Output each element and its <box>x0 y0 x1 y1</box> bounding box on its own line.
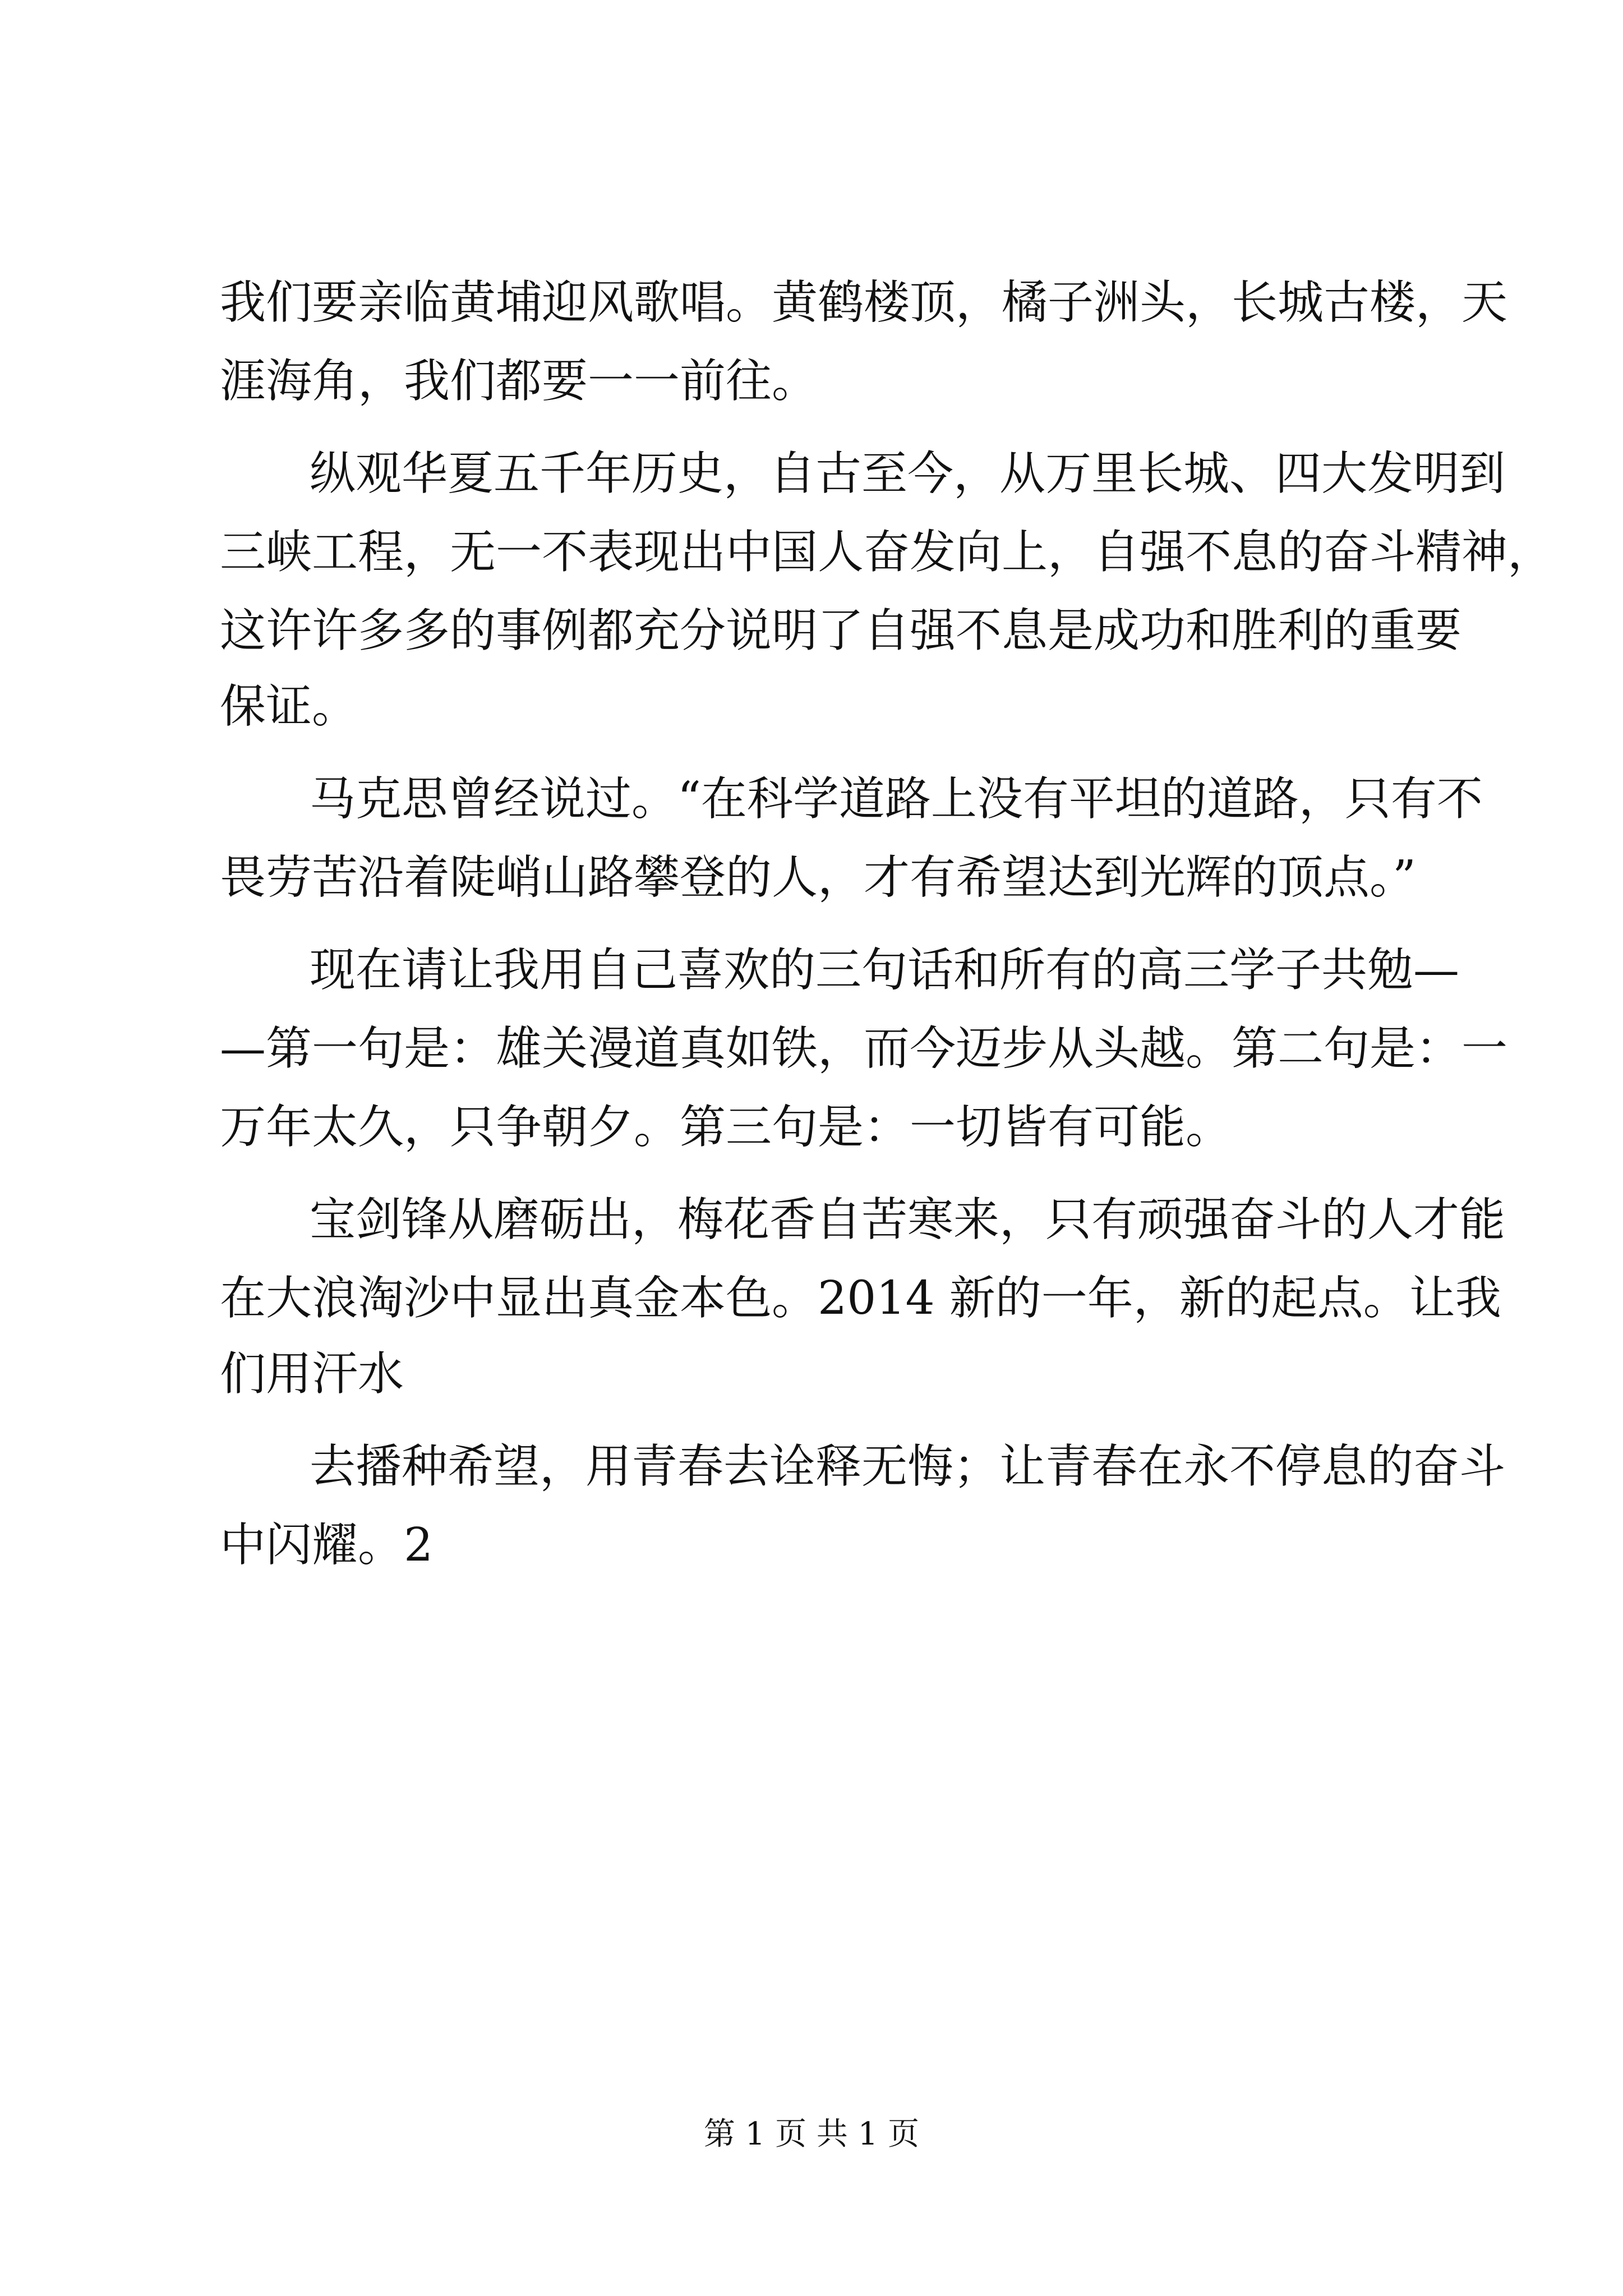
paragraph-start-line: 现在请让我用自己喜欢的三句话和所有的高三学子共勉— <box>310 944 1460 997</box>
paragraph-start-line: 去播种希望，用青春去诠释无悔；让青春在永不停息的奋斗 <box>310 1440 1506 1493</box>
paragraph-start-line: 宝剑锋从磨砺出，梅花香自苦寒来，只有顽强奋斗的人才能 <box>310 1193 1506 1246</box>
text-line: 中闪耀。2 <box>220 1519 434 1572</box>
text-line: 万年太久，只争朝夕。第三句是：一切皆有可能。 <box>220 1101 1232 1154</box>
text-line: 涯海角，我们都要一一前往。 <box>220 355 818 408</box>
text-line: 保证。 <box>220 680 358 733</box>
text-line: 在大浪淘沙中显出真金本色。2014 新的一年，新的起点。让我 <box>220 1272 1501 1325</box>
text-line: 们用汗水 <box>220 1347 404 1401</box>
text-line: 畏劳苦沿着陡峭山路攀登的人，才有希望达到光辉的顶点。” <box>220 851 1416 904</box>
paragraph-start-line: 马克思曾经说过。“在科学道路上没有平坦的道路，只有不 <box>310 772 1483 826</box>
page-footer: 第 1 页 共 1 页 <box>703 2116 920 2152</box>
text-line: 三峡工程，无一不表现出中国人奋发向上，自强不息的奋斗精神， <box>220 526 1554 579</box>
paragraph-start-line: 纵观华夏五千年历史，自古至今，从万里长城、四大发明到 <box>310 447 1506 500</box>
text-line: 这许许多多的事例都充分说明了自强不息是成功和胜利的重要 <box>220 604 1462 657</box>
text-line: 我们要亲临黄埔迎风歌唱。黄鹤楼顶，橘子洲头，长城古楼，天 <box>220 276 1508 329</box>
text-line: —第一句是：雄关漫道真如铁，而今迈步从头越。第二句是：一 <box>220 1022 1508 1075</box>
